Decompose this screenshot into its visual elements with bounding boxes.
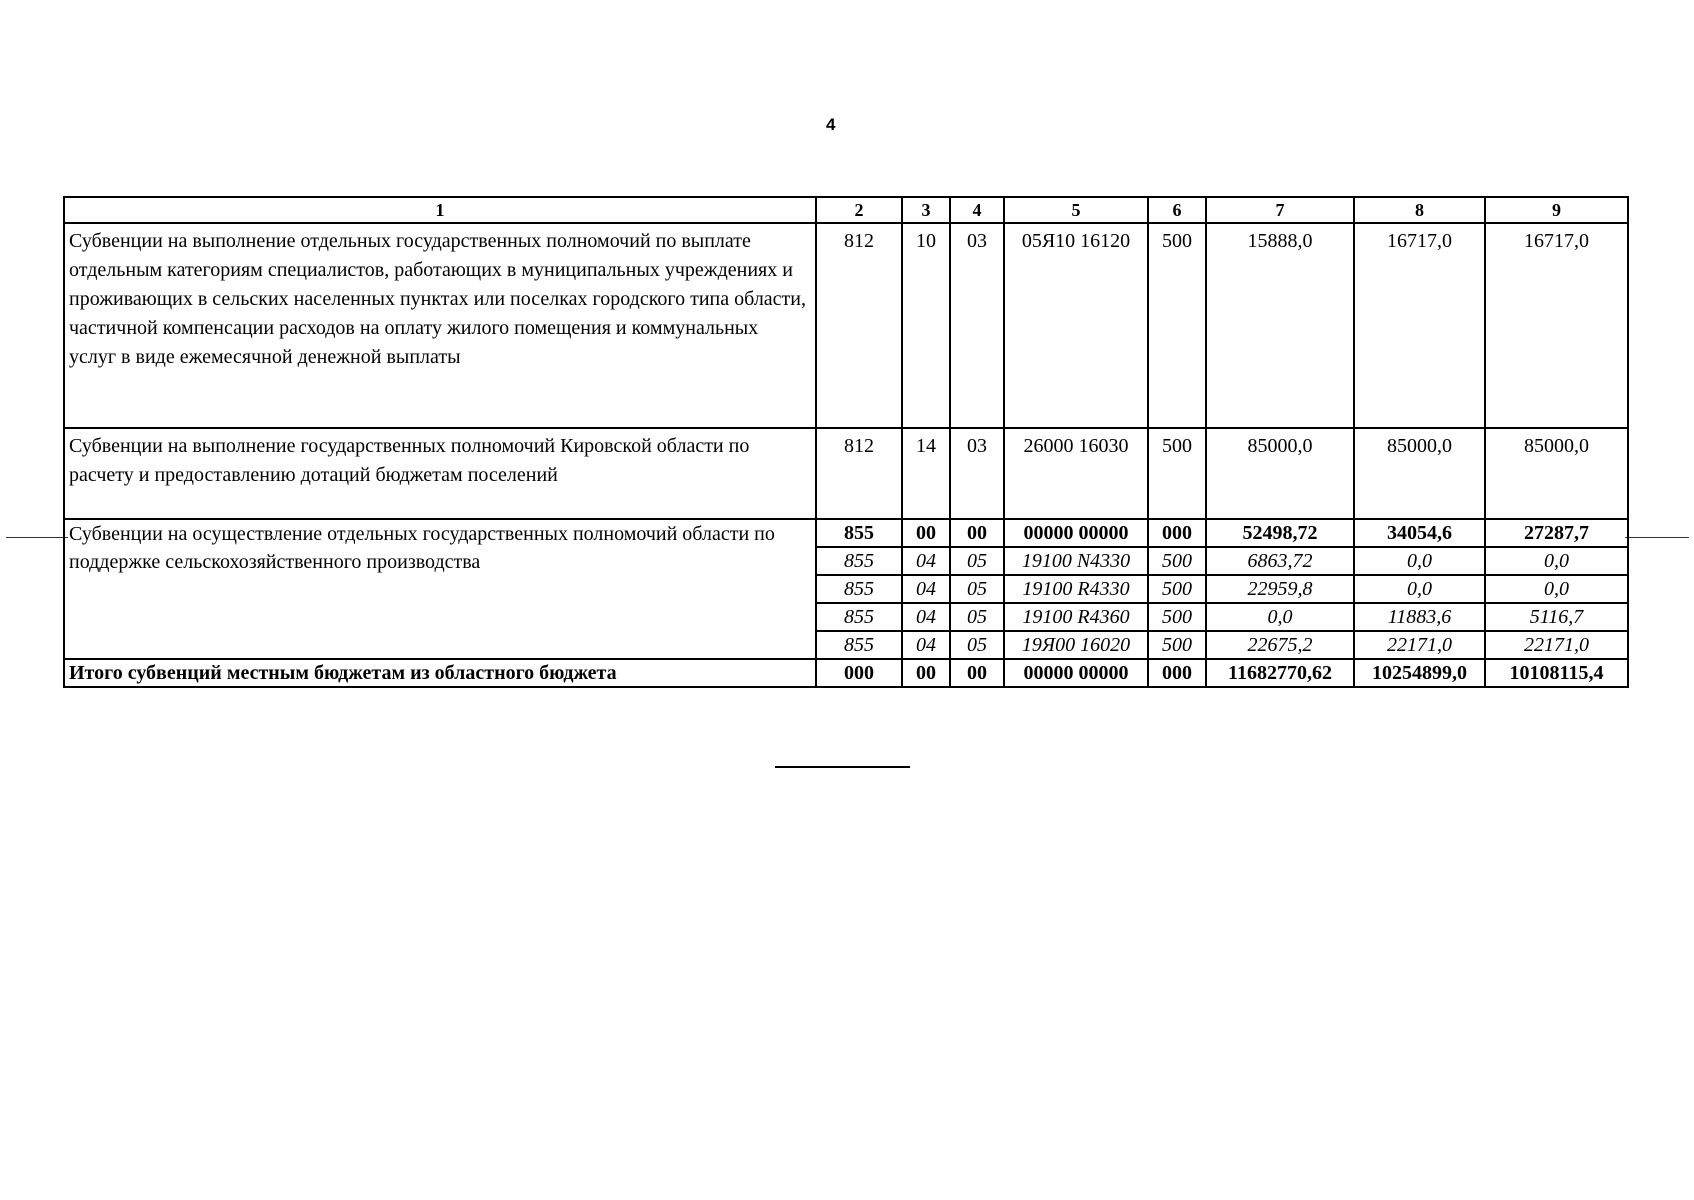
column-number: 7 xyxy=(1206,197,1354,223)
table-cell: 04 xyxy=(902,603,950,631)
table-cell: 85000,0 xyxy=(1485,428,1628,519)
table-cell: 22675,2 xyxy=(1206,631,1354,659)
table-cell: 10 xyxy=(902,223,950,428)
table-cell: 04 xyxy=(902,547,950,575)
table-cell: 000 xyxy=(1148,659,1206,687)
table-cell: 10254899,0 xyxy=(1354,659,1485,687)
column-number: 8 xyxy=(1354,197,1485,223)
table-cell: 05Я10 16120 xyxy=(1004,223,1148,428)
column-number: 3 xyxy=(902,197,950,223)
table-cell: 855 xyxy=(816,603,902,631)
table-cell: 22171,0 xyxy=(1485,631,1628,659)
table-cell: 85000,0 xyxy=(1354,428,1485,519)
table-cell: 855 xyxy=(816,575,902,603)
table-cell: 15888,0 xyxy=(1206,223,1354,428)
table-row xyxy=(64,519,1628,547)
table-cell: 00 xyxy=(950,659,1004,687)
column-number: 6 xyxy=(1148,197,1206,223)
table-cell: 500 xyxy=(1148,603,1206,631)
table-cell: 00 xyxy=(902,659,950,687)
table-cell: 05 xyxy=(950,603,1004,631)
table-cell: 52498,72 xyxy=(1206,519,1354,547)
table-cell: 11682770,62 xyxy=(1206,659,1354,687)
table-cell: 500 xyxy=(1148,428,1206,519)
table-cell: 000 xyxy=(816,659,902,687)
table-cell: 0,0 xyxy=(1354,575,1485,603)
table-cell: 500 xyxy=(1148,631,1206,659)
total-label: Итого субвенций местным бюджетам из областного бюджета xyxy=(64,659,816,687)
table-cell: 00000 00000 xyxy=(1004,659,1148,687)
table-cell: 04 xyxy=(902,575,950,603)
table-cell: 16717,0 xyxy=(1485,223,1628,428)
subventions-table xyxy=(63,196,1629,688)
table-cell: 26000 16030 xyxy=(1004,428,1148,519)
table-cell: 14 xyxy=(902,428,950,519)
table-cell: 6863,72 xyxy=(1206,547,1354,575)
table-cell: 0,0 xyxy=(1206,603,1354,631)
table-cell: 0,0 xyxy=(1485,575,1628,603)
table-cell: 855 xyxy=(816,519,902,547)
table-cell: 04 xyxy=(902,631,950,659)
table-cell: 855 xyxy=(816,631,902,659)
table-cell: 27287,7 xyxy=(1485,519,1628,547)
column-number-row xyxy=(64,197,1628,223)
table-cell: 34054,6 xyxy=(1354,519,1485,547)
table-cell: 000 xyxy=(1148,519,1206,547)
table-cell: 500 xyxy=(1148,575,1206,603)
table-cell: 0,0 xyxy=(1354,547,1485,575)
table-cell: 05 xyxy=(950,547,1004,575)
table-cell: 812 xyxy=(816,223,902,428)
table-cell: 85000,0 xyxy=(1206,428,1354,519)
column-number: 9 xyxy=(1485,197,1628,223)
table-cell: 00000 00000 xyxy=(1004,519,1148,547)
table-cell: 500 xyxy=(1148,547,1206,575)
table-cell: 03 xyxy=(950,223,1004,428)
table-cell: 812 xyxy=(816,428,902,519)
row-name: Субвенции на осуществление отдельных государственных полномочий области по поддержке сельскохозяйственного производства xyxy=(64,519,816,659)
table-cell: 03 xyxy=(950,428,1004,519)
table-cell: 05 xyxy=(950,575,1004,603)
table-cell: 22959,8 xyxy=(1206,575,1354,603)
row-name: Субвенции на выполнение государственных полномочий Кировской области по расчету и предоставлению дотаций бюджетам поселений xyxy=(64,428,816,519)
column-number: 1 xyxy=(64,197,816,223)
table-cell: 19100 N4330 xyxy=(1004,547,1148,575)
table-cell: 0,0 xyxy=(1485,547,1628,575)
end-of-document-rule xyxy=(775,766,910,768)
table-cell: 10108115,4 xyxy=(1485,659,1628,687)
column-number: 2 xyxy=(816,197,902,223)
table-cell: 19100 R4330 xyxy=(1004,575,1148,603)
table-cell: 19100 R4360 xyxy=(1004,603,1148,631)
table-cell: 00 xyxy=(950,519,1004,547)
row-name: Субвенции на выполнение отдельных государственных полномочий по выплате отдельным категориям специалистов, работающих в муниципальных учреждениях и проживающих в сельских населенных пунктах или поселках городского типа области, частичной компенсации расходов на оплату жилого помещения и коммунальных услуг в виде ежемесячной денежной выплаты xyxy=(64,223,816,428)
column-number: 4 xyxy=(950,197,1004,223)
scan-artifact-line-right xyxy=(1625,537,1689,538)
table-cell: 500 xyxy=(1148,223,1206,428)
table-row xyxy=(64,428,1628,519)
table-cell: 22171,0 xyxy=(1354,631,1485,659)
total-row xyxy=(64,659,1628,687)
column-number: 5 xyxy=(1004,197,1148,223)
table-row xyxy=(64,223,1628,428)
table-cell: 5116,7 xyxy=(1485,603,1628,631)
table-cell: 19Я00 16020 xyxy=(1004,631,1148,659)
table-cell: 05 xyxy=(950,631,1004,659)
table-cell: 11883,6 xyxy=(1354,603,1485,631)
table-cell: 16717,0 xyxy=(1354,223,1485,428)
page-number: 4 xyxy=(826,115,836,134)
table-cell: 855 xyxy=(816,547,902,575)
table-cell: 00 xyxy=(902,519,950,547)
scan-artifact-line-left xyxy=(6,537,68,538)
